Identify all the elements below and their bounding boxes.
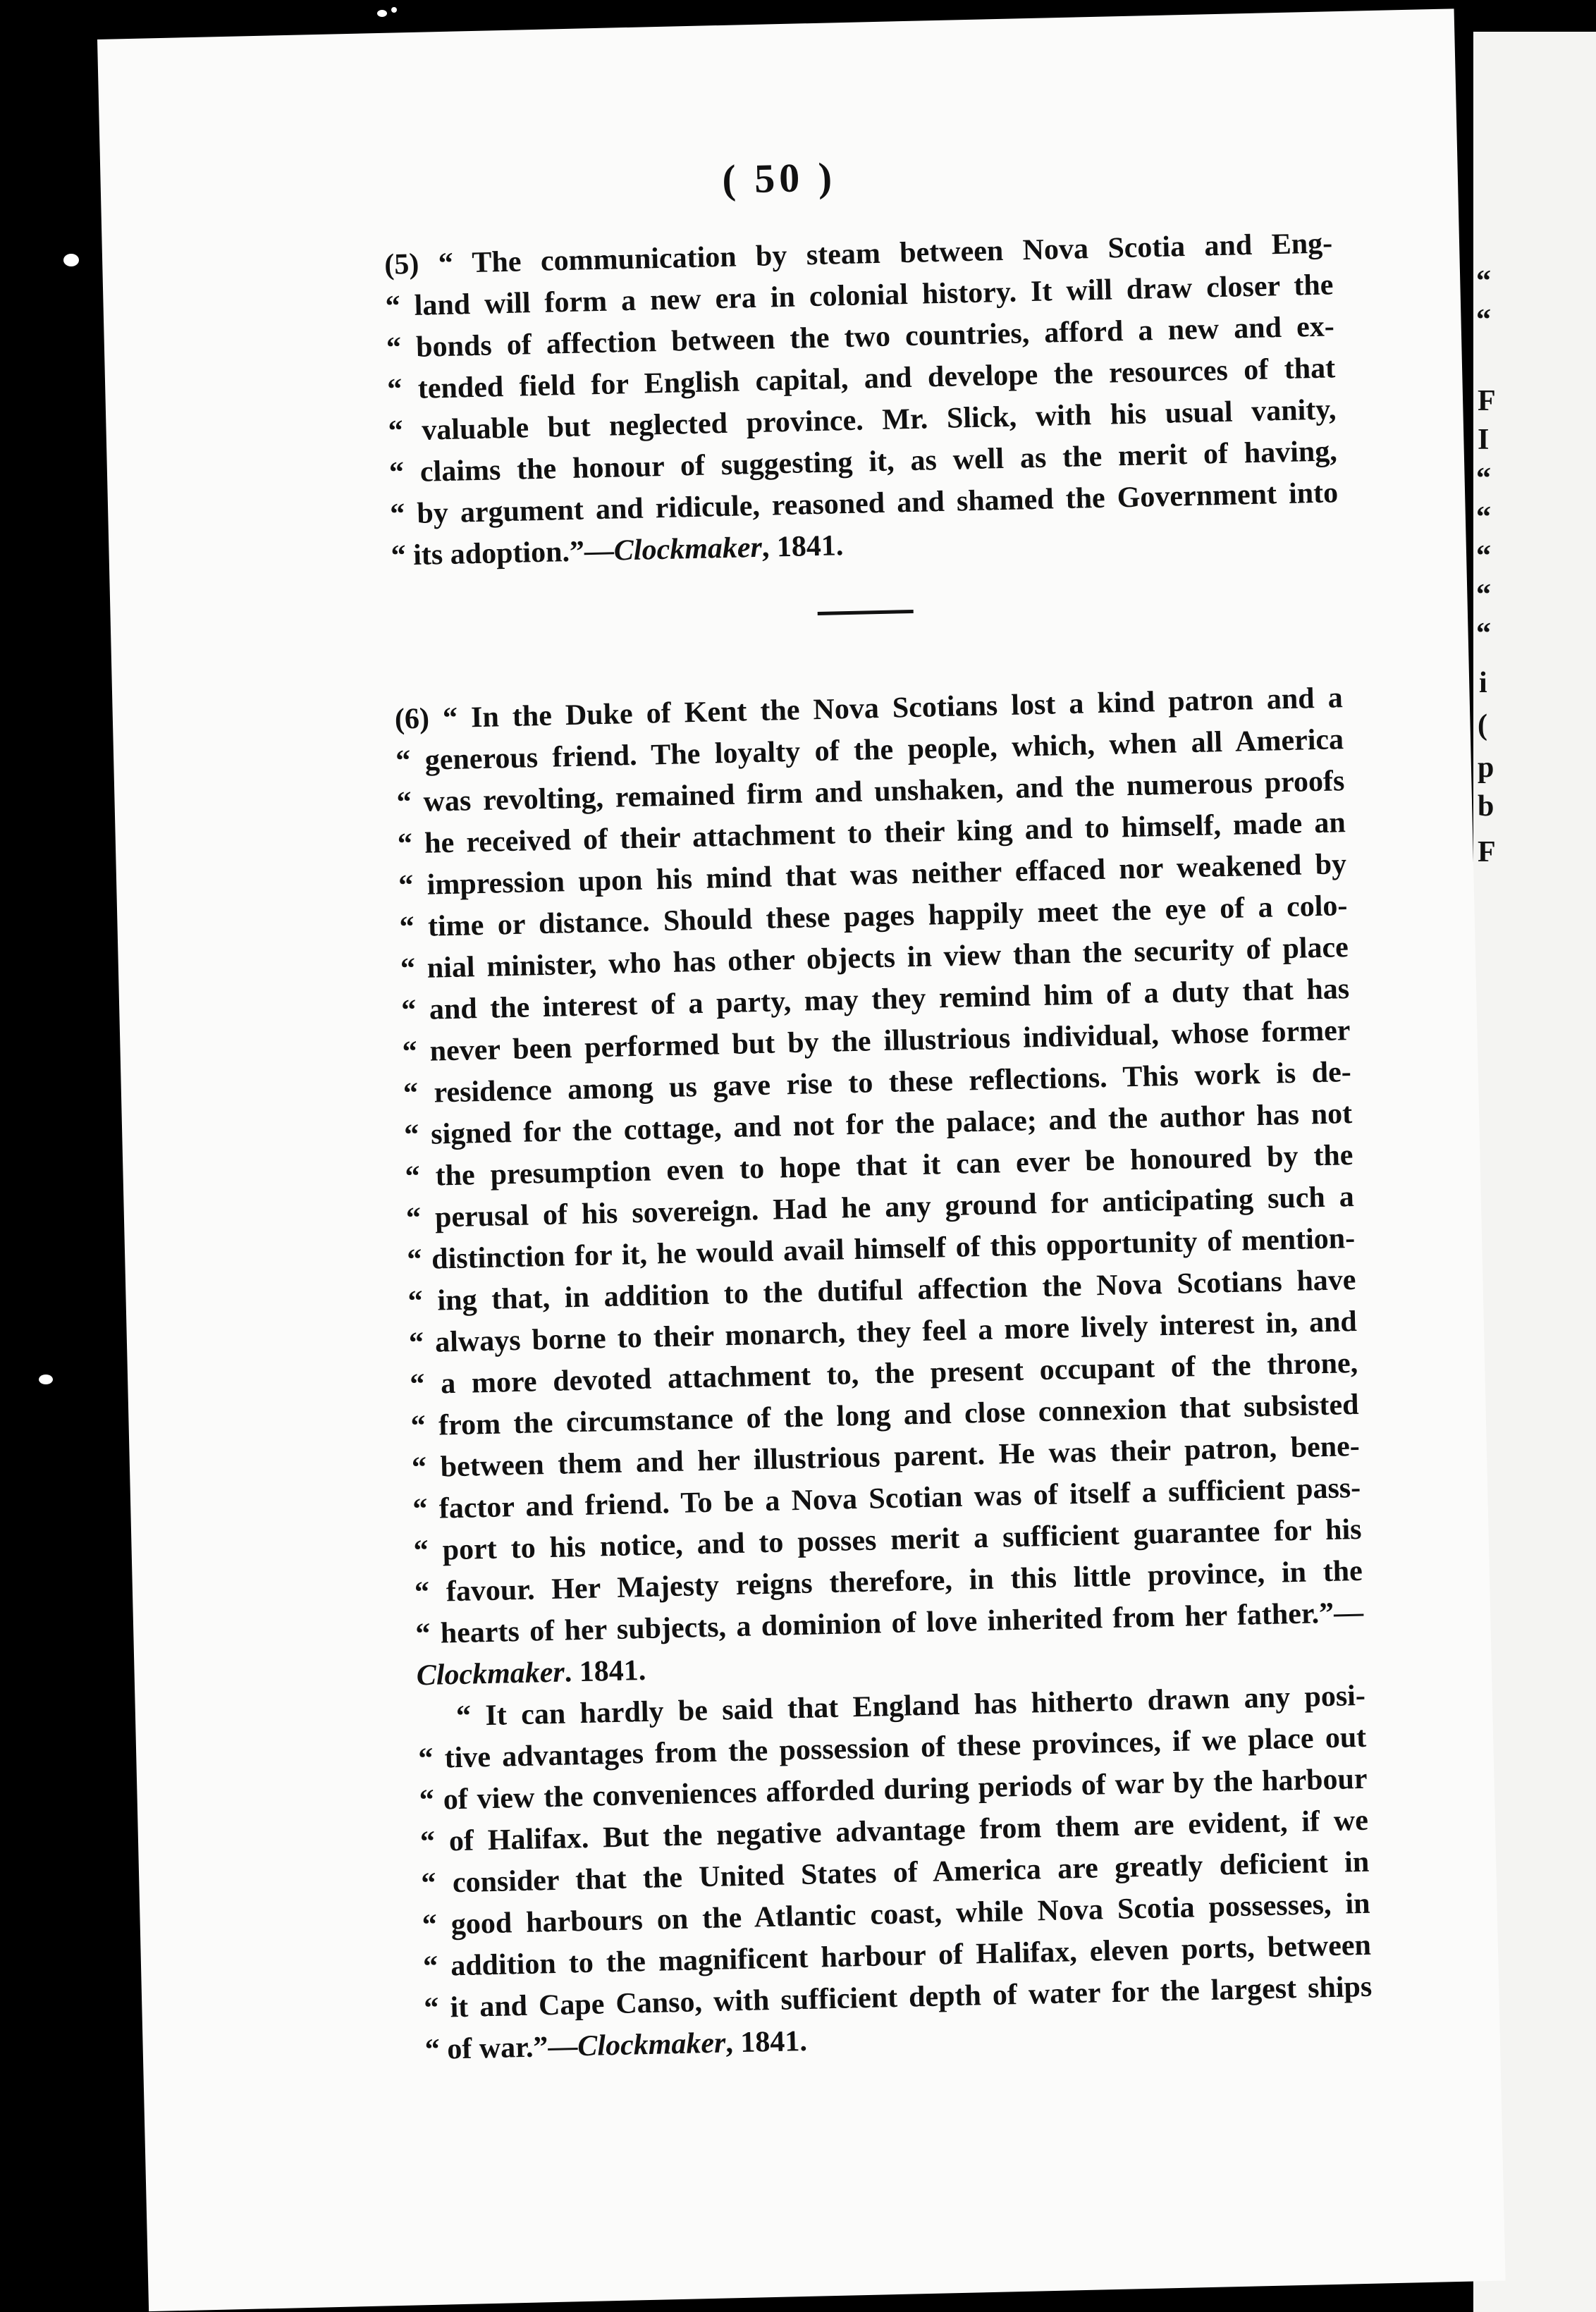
facing-mark: F (1478, 836, 1496, 868)
facing-mark: ( (1478, 709, 1487, 742)
source-year: . 1841. (564, 1654, 646, 1689)
text-line: “ signed for the cottage, and not for the palace; and the author has not (403, 1097, 1353, 1152)
text-line: “ tended field for English capital, and develope the resources of that (386, 352, 1336, 406)
text-line: “ by argument and ridicule, reasoned and shamed the Government into (389, 476, 1339, 531)
footnote-6 (394, 677, 1373, 2071)
page-number: ( 50 ) (721, 154, 837, 202)
facing-mark: “ (1476, 617, 1491, 650)
text-line: “ time or distance. Should these pages happily meet the eye of a colo- (399, 890, 1348, 944)
text-line: “ good harbours on the Atlantic coast, while Nova Scotia possesses, in (422, 1887, 1370, 1942)
text-line: “ it and Cape Canso, with sufficient depth of water for the largest ships (423, 1970, 1373, 2025)
section-divider (818, 610, 914, 615)
source-citation: Clockmaker (613, 531, 763, 567)
text-line: “ from the circumstance of the long and close connexion that subsisted (410, 1388, 1359, 1443)
facing-mark: b (1478, 790, 1494, 823)
text-line: “ consider that the United States of America are greatly deficient in (420, 1845, 1370, 1900)
text-line: “ valuable but neglected province. Mr. Slick, with his usual vanity, (388, 393, 1337, 448)
text-line: “ residence among us gave rise to these reflections. This work is de- (403, 1056, 1352, 1110)
facing-mark: p (1478, 751, 1494, 784)
text-line-part: “ its adoption.”— (391, 534, 615, 572)
facing-mark: “ (1476, 304, 1491, 336)
text-line: “ generous friend. The loyalty of the people, which, when all America (395, 723, 1344, 777)
scan-speck (39, 1375, 53, 1384)
text-line: “ tive advantages from the possession of these provinces, if we place out (417, 1721, 1367, 1776)
text-line: “ ing that, in addition to the dutiful affection the Nova Scotians have (407, 1263, 1356, 1318)
text-line: “ bonds of affection between the two countries, afford a new and ex- (386, 310, 1335, 364)
text-line: “ was revolting, remained firm and unshaken, and the numerous proofs (396, 765, 1345, 819)
footnote-5 (384, 223, 1339, 577)
text-line: “ he received of their attachment to their king and to himself, made an (397, 806, 1346, 861)
text-line: “ never been performed but by the illustrious individual, whose former (402, 1014, 1351, 1069)
facing-mark: “ (1476, 579, 1491, 611)
facing-mark: F (1478, 385, 1496, 417)
text-line: “ favour. Her Majesty reigns therefore, in this little province, in the (414, 1554, 1363, 1609)
scanned-page (97, 8, 1506, 2311)
text-line: “ port to his notice, and to posses merit a sufficient guarantee for his (413, 1513, 1362, 1568)
text-line: “ claims the honour of suggesting it, as well as the merit of having, (388, 435, 1338, 489)
scan-speck (63, 254, 79, 266)
text-line-part: “ of war.”— (424, 2030, 578, 2067)
source-citation: Clockmaker (416, 1656, 565, 1692)
source-citation: Clockmaker (577, 2027, 726, 2063)
text-line: (5) “ The communication by steam between Nova Scotia and Eng- (383, 227, 1333, 281)
source-year: , 1841. (725, 2024, 808, 2060)
source-year: , 1841. (761, 529, 844, 564)
text-line: “ hearts of her subjects, a dominion of love inherited from her father.”— (415, 1596, 1364, 1651)
text-line: “ land will form a new era in colonial history. It will draw closer the (385, 269, 1334, 323)
facing-mark: “ (1476, 462, 1491, 495)
text-line: “ between them and her illustrious parent. He was their patron, bene- (411, 1429, 1361, 1484)
text-line: “ It can hardly be said that England has hitherto drawn any posi- (455, 1679, 1366, 1733)
facing-mark: I (1478, 424, 1490, 456)
text-line: (6) “ In the Duke of Kent the Nova Scotians lost a kind patron and a (394, 682, 1344, 736)
text-line: “ a more devoted attachment to, the present occupant of the throne, (409, 1346, 1358, 1401)
facing-mark: “ (1476, 265, 1491, 297)
text-line: “ of Halifax. But the negative advantage from them are evident, if we (419, 1804, 1369, 1859)
text-line: “ the presumption even to hope that it can ever be honoured by the (405, 1138, 1353, 1193)
scan-speck (377, 10, 387, 17)
text-line: “ of view the conveniences afforded during periods of war by the harbour (419, 1762, 1368, 1817)
text-line: “ nial minister, who has other objects in view than the security of place (400, 931, 1349, 985)
text-line: “ impression upon his mind that was neither effaced nor weakened by (398, 848, 1347, 902)
text-line: “ factor and friend. To be a Nova Scotian was of itself a sufficient pass- (412, 1471, 1361, 1526)
text-line: “ and the interest of a party, may they remind him of a duty that has (400, 973, 1350, 1027)
facing-mark: “ (1476, 540, 1491, 572)
text-line: “ always borne to their monarch, they feel a more lively interest in, and (408, 1305, 1358, 1360)
facing-mark: i (1479, 667, 1487, 699)
text-line: “ addition to the magnificent harbour of Halifax, eleven ports, between (422, 1929, 1372, 1984)
facing-mark: “ (1476, 501, 1491, 534)
text-line: “ distinction for it, he would avail himself of this opportunity of mention- (406, 1222, 1356, 1277)
scan-speck (391, 7, 397, 13)
text-line: “ perusal of his sovereign. Had he any ground for anticipating such a (405, 1180, 1355, 1235)
